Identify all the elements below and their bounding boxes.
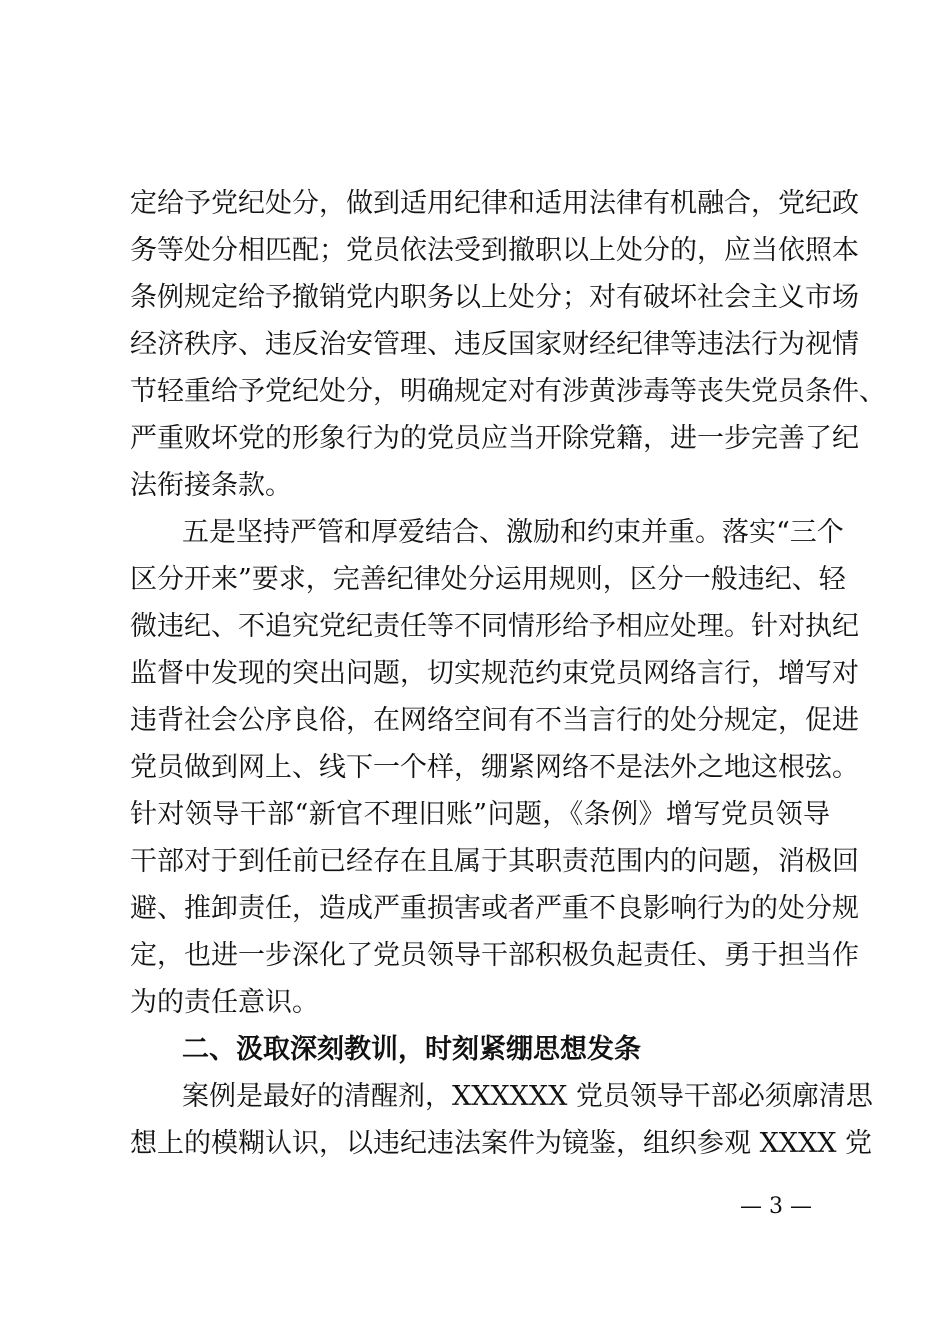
paragraph-line: 党员做到网上、线下一个样，绷紧网络不是法外之地这根弦。 <box>130 752 859 783</box>
paragraph-line: 务等处分相匹配；党员依法受到撤职以上处分的，应当依照本 <box>130 235 859 266</box>
paragraph-line: 条例规定给予撤销党内职务以上处分；对有破坏社会主义市场 <box>130 282 859 313</box>
paragraph-line: 节轻重给予党纪处分，明确规定对有涉黄涉毒等丧失党员条件、 <box>130 376 886 407</box>
section-heading: 二、汲取深刻教训，时刻紧绷思想发条 <box>182 1034 641 1065</box>
paragraph-line: 针对领导干部“新官不理旧账”问题，《条例》增写党员领导 <box>130 799 830 830</box>
paragraph-line: 干部对于到任前已经存在且属于其职责范围内的问题，消极回 <box>130 846 859 877</box>
paragraph-line: 法衔接条款。 <box>130 470 292 501</box>
paragraph-line: 严重败坏党的形象行为的党员应当开除党籍，进一步完善了纪 <box>130 423 859 454</box>
paragraph-line: 监督中发现的突出问题，切实规范约束党员网络言行，增写对 <box>130 658 859 689</box>
paragraph-line: 经济秩序、违反治安管理、违反国家财经纪律等违法行为视情 <box>130 329 859 360</box>
paragraph-line: 区分开来”要求，完善纪律处分运用规则，区分一般违纪、轻 <box>130 564 846 595</box>
paragraph-line: 五是坚持严管和厚爱结合、激励和约束并重。落实“三个 <box>182 517 844 548</box>
paragraph-line: 微违纪、不追究党纪责任等不同情形给予相应处理。针对执纪 <box>130 611 859 642</box>
paragraph-line: 避、推卸责任，造成严重损害或者严重不良影响行为的处分规 <box>130 893 859 924</box>
paragraph-line: 定，也进一步深化了党员领导干部积极负起责任、勇于担当作 <box>130 940 859 971</box>
paragraph-line: 违背社会公序良俗，在网络空间有不当言行的处分规定，促进 <box>130 705 859 736</box>
paragraph-line: 为的责任意识。 <box>130 987 319 1018</box>
paragraph-line: 案例是最好的清醒剂，XXXXXX 党员领导干部必须廓清思 <box>182 1081 873 1112</box>
paragraph-line: 定给予党纪处分，做到适用纪律和适用法律有机融合，党纪政 <box>130 188 859 219</box>
paragraph-line: 想上的模糊认识，以违纪违法案件为镜鉴，组织参观 XXXX 党 <box>130 1128 873 1159</box>
page-number: — 3 — <box>740 1194 812 1219</box>
